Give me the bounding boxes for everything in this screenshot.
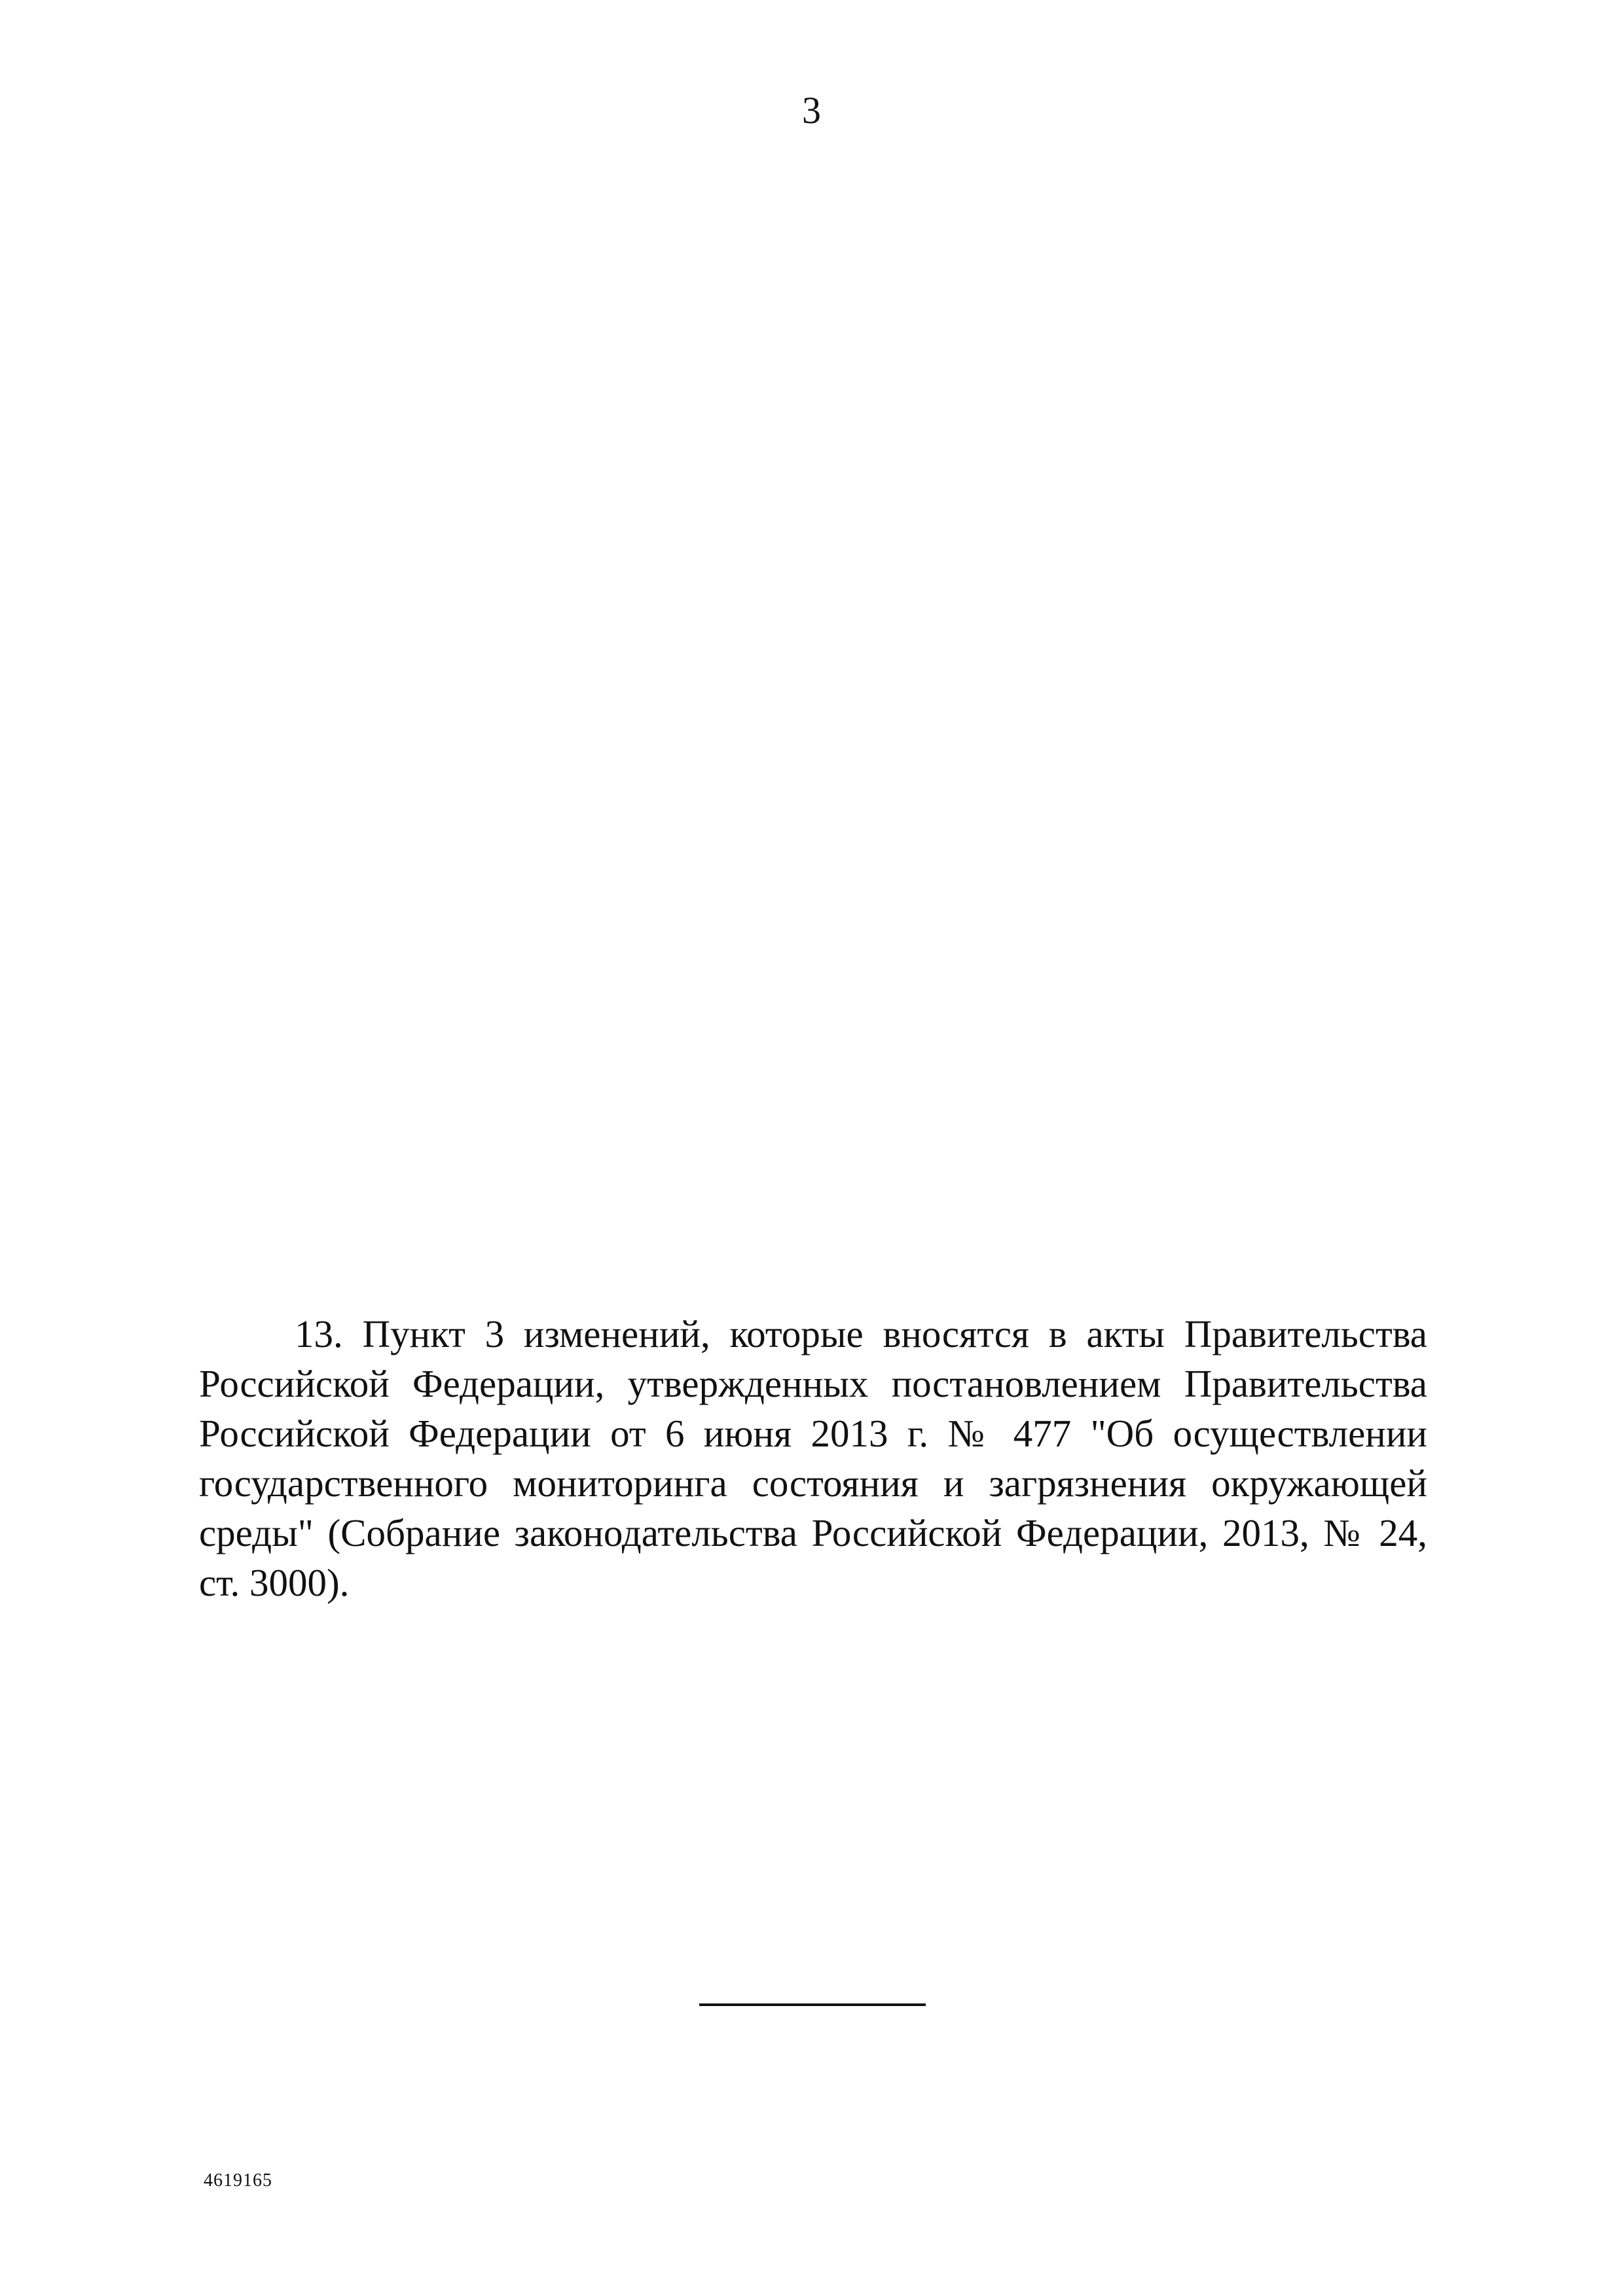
body-paragraph: 13. Пункт 3 изменений, которые вносятся в акты Правительства Российской Федерации, утвержденных постановлением Правительства Российской Федерации от 6 июня 2013 г. № 477 "Об осуществлении государственного мониторинга состояния и загрязнения окружающей среды" (Собрание законодательства Российской Федерации, 2013, № 24, ст. 3000). [199, 1312, 1427, 1604]
page-number: 3 [802, 89, 821, 132]
end-divider [699, 2003, 926, 2006]
document-code: 4619165 [204, 2170, 272, 2191]
